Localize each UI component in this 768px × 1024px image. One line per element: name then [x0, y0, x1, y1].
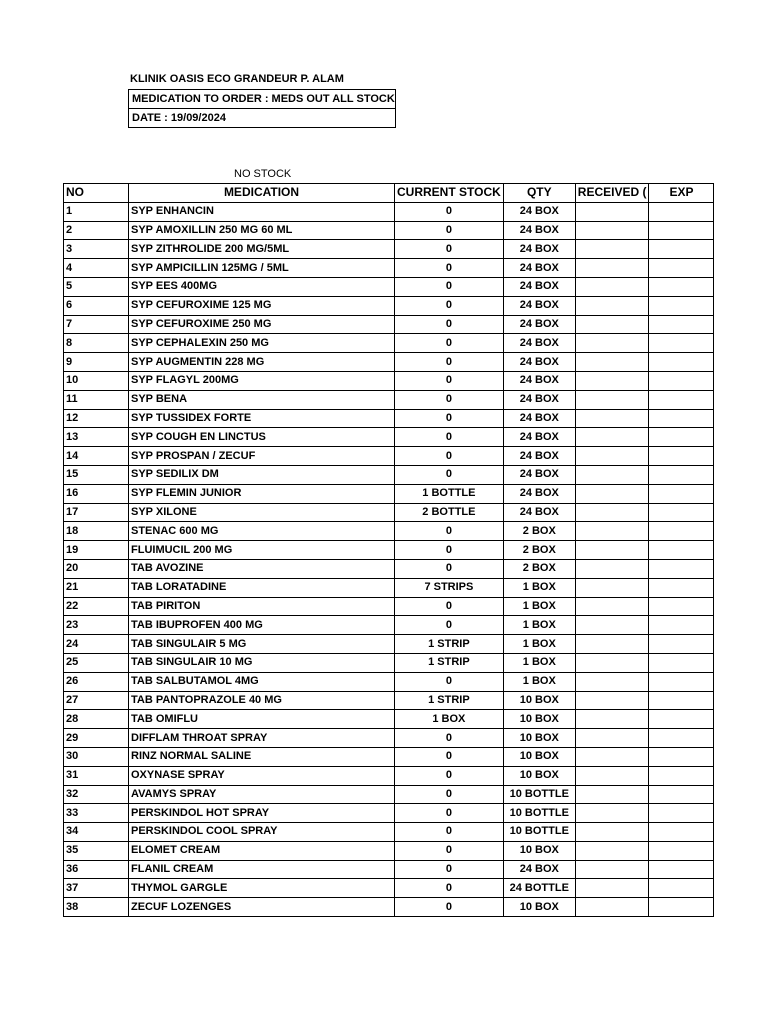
- received-cell: [575, 635, 649, 654]
- exp-cell: [649, 729, 714, 748]
- table-row: [64, 729, 714, 748]
- medication-name: FLANIL CREAM: [129, 860, 395, 879]
- table-row: [64, 277, 714, 296]
- exp-cell: [649, 672, 714, 691]
- received-cell: [575, 484, 649, 503]
- current-stock: 2 BOTTLE: [395, 503, 504, 522]
- current-stock: 0: [395, 766, 504, 785]
- order-qty: 24 BOX: [503, 484, 575, 503]
- order-qty: 10 BOX: [503, 766, 575, 785]
- table-row: [64, 653, 714, 672]
- col-header-medication: MEDICATION: [129, 184, 395, 203]
- table-row: [64, 747, 714, 766]
- row-number: 1: [64, 202, 129, 221]
- table-row: [64, 447, 714, 466]
- order-qty: 24 BOX: [503, 371, 575, 390]
- row-number: 36: [64, 860, 129, 879]
- order-qty: 1 BOX: [503, 597, 575, 616]
- order-qty: 24 BOX: [503, 409, 575, 428]
- row-number: 22: [64, 597, 129, 616]
- row-number: 38: [64, 898, 129, 917]
- order-qty: 10 BOX: [503, 729, 575, 748]
- row-number: 15: [64, 465, 129, 484]
- row-number: 21: [64, 578, 129, 597]
- received-cell: [575, 559, 649, 578]
- medication-name: SYP AUGMENTIN 228 MG: [129, 353, 395, 372]
- current-stock: 0: [395, 597, 504, 616]
- table-row: [64, 353, 714, 372]
- table-row: [64, 898, 714, 917]
- exp-cell: [649, 296, 714, 315]
- medication-name: DIFFLAM THROAT SPRAY: [129, 729, 395, 748]
- current-stock: 0: [395, 202, 504, 221]
- medication-name: SYP CEFUROXIME 250 MG: [129, 315, 395, 334]
- row-number: 33: [64, 804, 129, 823]
- received-cell: [575, 240, 649, 259]
- current-stock: 1 STRIP: [395, 635, 504, 654]
- order-qty: 1 BOX: [503, 616, 575, 635]
- received-cell: [575, 541, 649, 560]
- received-cell: [575, 729, 649, 748]
- order-qty: 10 BOX: [503, 747, 575, 766]
- table-row: [64, 597, 714, 616]
- table-row: [64, 841, 714, 860]
- exp-cell: [649, 541, 714, 560]
- row-number: 37: [64, 879, 129, 898]
- order-qty: 24 BOX: [503, 221, 575, 240]
- exp-cell: [649, 898, 714, 917]
- current-stock: 0: [395, 259, 504, 278]
- table-row: [64, 616, 714, 635]
- table-row: [64, 766, 714, 785]
- medication-name: STENAC 600 MG: [129, 522, 395, 541]
- exp-cell: [649, 559, 714, 578]
- order-qty: 10 BOTTLE: [503, 823, 575, 842]
- table-row: [64, 221, 714, 240]
- exp-cell: [649, 334, 714, 353]
- row-number: 27: [64, 691, 129, 710]
- table-row: [64, 315, 714, 334]
- table-row: [64, 804, 714, 823]
- medication-name: RINZ NORMAL SALINE: [129, 747, 395, 766]
- exp-cell: [649, 409, 714, 428]
- current-stock: 0: [395, 747, 504, 766]
- table-row: [64, 334, 714, 353]
- received-cell: [575, 597, 649, 616]
- table-row: [64, 522, 714, 541]
- current-stock: 1 BOTTLE: [395, 484, 504, 503]
- order-qty: 1 BOX: [503, 578, 575, 597]
- current-stock: 0: [395, 447, 504, 466]
- table-row: [64, 259, 714, 278]
- order-qty: 10 BOX: [503, 710, 575, 729]
- row-number: 26: [64, 672, 129, 691]
- current-stock: 0: [395, 841, 504, 860]
- current-stock: 1 BOX: [395, 710, 504, 729]
- current-stock: 0: [395, 390, 504, 409]
- received-cell: [575, 277, 649, 296]
- medication-name: SYP ZITHROLIDE 200 MG/5ML: [129, 240, 395, 259]
- exp-cell: [649, 484, 714, 503]
- medication-name: TAB LORATADINE: [129, 578, 395, 597]
- received-cell: [575, 522, 649, 541]
- medication-name: SYP EES 400MG: [129, 277, 395, 296]
- order-qty: 2 BOX: [503, 541, 575, 560]
- medication-name: ZECUF LOZENGES: [129, 898, 395, 917]
- current-stock: 0: [395, 559, 504, 578]
- row-number: 18: [64, 522, 129, 541]
- current-stock: 0: [395, 898, 504, 917]
- exp-cell: [649, 653, 714, 672]
- medication-name: TAB SALBUTAMOL 4MG: [129, 672, 395, 691]
- exp-cell: [649, 522, 714, 541]
- order-qty: 24 BOX: [503, 334, 575, 353]
- received-cell: [575, 334, 649, 353]
- medication-name: THYMOL GARGLE: [129, 879, 395, 898]
- table-row: [64, 559, 714, 578]
- medication-name: OXYNASE SPRAY: [129, 766, 395, 785]
- exp-cell: [649, 315, 714, 334]
- current-stock: 0: [395, 353, 504, 372]
- row-number: 12: [64, 409, 129, 428]
- order-qty: 1 BOX: [503, 672, 575, 691]
- current-stock: 0: [395, 804, 504, 823]
- exp-cell: [649, 353, 714, 372]
- current-stock: 1 STRIP: [395, 691, 504, 710]
- exp-cell: [649, 465, 714, 484]
- current-stock: 0: [395, 221, 504, 240]
- medication-name: SYP FLAGYL 200MG: [129, 371, 395, 390]
- col-header-received: RECEIVED (: [575, 184, 649, 203]
- exp-cell: [649, 860, 714, 879]
- col-header-current-stock: CURRENT STOCK: [395, 184, 504, 203]
- received-cell: [575, 409, 649, 428]
- received-cell: [575, 447, 649, 466]
- current-stock: 0: [395, 277, 504, 296]
- medication-name: TAB SINGULAIR 10 MG: [129, 653, 395, 672]
- col-header-exp: EXP: [649, 184, 714, 203]
- order-qty: 1 BOX: [503, 653, 575, 672]
- received-cell: [575, 804, 649, 823]
- exp-cell: [649, 428, 714, 447]
- order-qty: 24 BOX: [503, 447, 575, 466]
- exp-cell: [649, 635, 714, 654]
- order-qty: 24 BOX: [503, 860, 575, 879]
- table-row: [64, 484, 714, 503]
- exp-cell: [649, 202, 714, 221]
- order-qty: 24 BOTTLE: [503, 879, 575, 898]
- exp-cell: [649, 616, 714, 635]
- row-number: 3: [64, 240, 129, 259]
- medication-name: SYP BENA: [129, 390, 395, 409]
- exp-cell: [649, 277, 714, 296]
- row-number: 32: [64, 785, 129, 804]
- received-cell: [575, 691, 649, 710]
- exp-cell: [649, 240, 714, 259]
- row-number: 23: [64, 616, 129, 635]
- order-qty: 10 BOX: [503, 691, 575, 710]
- received-cell: [575, 766, 649, 785]
- current-stock: 0: [395, 860, 504, 879]
- exp-cell: [649, 841, 714, 860]
- medication-name: FLUIMUCIL 200 MG: [129, 541, 395, 560]
- medication-name: TAB IBUPROFEN 400 MG: [129, 616, 395, 635]
- order-date: DATE : 19/09/2024: [129, 108, 395, 127]
- medication-name: SYP FLEMIN JUNIOR: [129, 484, 395, 503]
- current-stock: 0: [395, 785, 504, 804]
- table-row: [64, 823, 714, 842]
- medication-name: SYP AMOXILLIN 250 MG 60 ML: [129, 221, 395, 240]
- order-qty: 24 BOX: [503, 259, 575, 278]
- table-row: [64, 860, 714, 879]
- exp-cell: [649, 823, 714, 842]
- order-info-box: [128, 89, 396, 128]
- table-row: [64, 635, 714, 654]
- section-label: NO STOCK: [234, 168, 292, 180]
- table-row: [64, 465, 714, 484]
- medication-name: SYP PROSPAN / ZECUF: [129, 447, 395, 466]
- order-qty: 24 BOX: [503, 428, 575, 447]
- received-cell: [575, 823, 649, 842]
- medication-name: AVAMYS SPRAY: [129, 785, 395, 804]
- medication-name: PERSKINDOL COOL SPRAY: [129, 823, 395, 842]
- received-cell: [575, 578, 649, 597]
- received-cell: [575, 371, 649, 390]
- order-qty: 2 BOX: [503, 522, 575, 541]
- received-cell: [575, 672, 649, 691]
- row-number: 14: [64, 447, 129, 466]
- table-row: [64, 578, 714, 597]
- current-stock: 0: [395, 465, 504, 484]
- current-stock: 0: [395, 616, 504, 635]
- received-cell: [575, 202, 649, 221]
- row-number: 19: [64, 541, 129, 560]
- exp-cell: [649, 785, 714, 804]
- medication-name: TAB AVOZINE: [129, 559, 395, 578]
- medication-name: SYP AMPICILLIN 125MG / 5ML: [129, 259, 395, 278]
- table-row: [64, 409, 714, 428]
- medication-table: [63, 183, 714, 917]
- received-cell: [575, 879, 649, 898]
- row-number: 11: [64, 390, 129, 409]
- row-number: 20: [64, 559, 129, 578]
- table-row: [64, 710, 714, 729]
- current-stock: 0: [395, 672, 504, 691]
- row-number: 25: [64, 653, 129, 672]
- exp-cell: [649, 503, 714, 522]
- order-qty: 24 BOX: [503, 315, 575, 334]
- current-stock: 0: [395, 729, 504, 748]
- received-cell: [575, 428, 649, 447]
- medication-name: SYP SEDILIX DM: [129, 465, 395, 484]
- table-row: [64, 240, 714, 259]
- row-number: 2: [64, 221, 129, 240]
- received-cell: [575, 841, 649, 860]
- current-stock: 0: [395, 240, 504, 259]
- row-number: 4: [64, 259, 129, 278]
- exp-cell: [649, 747, 714, 766]
- row-number: 6: [64, 296, 129, 315]
- exp-cell: [649, 766, 714, 785]
- medication-name: SYP CEFUROXIME 125 MG: [129, 296, 395, 315]
- exp-cell: [649, 597, 714, 616]
- row-number: 7: [64, 315, 129, 334]
- exp-cell: [649, 691, 714, 710]
- order-qty: 10 BOX: [503, 898, 575, 917]
- row-number: 31: [64, 766, 129, 785]
- order-qty: 24 BOX: [503, 503, 575, 522]
- current-stock: 7 STRIPS: [395, 578, 504, 597]
- received-cell: [575, 503, 649, 522]
- row-number: 29: [64, 729, 129, 748]
- medication-name: ELOMET CREAM: [129, 841, 395, 860]
- clinic-name: KLINIK OASIS ECO GRANDEUR P. ALAM: [130, 73, 344, 85]
- current-stock: 0: [395, 541, 504, 560]
- current-stock: 0: [395, 371, 504, 390]
- medication-name: SYP ENHANCIN: [129, 202, 395, 221]
- order-qty: 24 BOX: [503, 353, 575, 372]
- row-number: 34: [64, 823, 129, 842]
- medication-name: SYP CEPHALEXIN 250 MG: [129, 334, 395, 353]
- order-qty: 2 BOX: [503, 559, 575, 578]
- received-cell: [575, 465, 649, 484]
- received-cell: [575, 785, 649, 804]
- table-row: [64, 371, 714, 390]
- row-number: 17: [64, 503, 129, 522]
- row-number: 24: [64, 635, 129, 654]
- order-qty: 24 BOX: [503, 202, 575, 221]
- medication-name: TAB OMIFLU: [129, 710, 395, 729]
- row-number: 28: [64, 710, 129, 729]
- row-number: 10: [64, 371, 129, 390]
- received-cell: [575, 860, 649, 879]
- col-header-no: NO: [64, 184, 129, 203]
- row-number: 5: [64, 277, 129, 296]
- row-number: 35: [64, 841, 129, 860]
- table-row: [64, 296, 714, 315]
- current-stock: 0: [395, 522, 504, 541]
- exp-cell: [649, 578, 714, 597]
- exp-cell: [649, 879, 714, 898]
- order-qty: 24 BOX: [503, 390, 575, 409]
- table-row: [64, 672, 714, 691]
- order-qty: 24 BOX: [503, 240, 575, 259]
- table-row: [64, 785, 714, 804]
- medication-name: TAB PIRITON: [129, 597, 395, 616]
- order-qty: 24 BOX: [503, 296, 575, 315]
- row-number: 30: [64, 747, 129, 766]
- order-title: MEDICATION TO ORDER : MEDS OUT ALL STOCK: [132, 93, 395, 105]
- current-stock: 1 STRIP: [395, 653, 504, 672]
- exp-cell: [649, 390, 714, 409]
- order-qty: 1 BOX: [503, 635, 575, 654]
- row-number: 16: [64, 484, 129, 503]
- current-stock: 0: [395, 879, 504, 898]
- exp-cell: [649, 710, 714, 729]
- received-cell: [575, 710, 649, 729]
- received-cell: [575, 616, 649, 635]
- received-cell: [575, 221, 649, 240]
- table-row: [64, 428, 714, 447]
- current-stock: 0: [395, 409, 504, 428]
- exp-cell: [649, 804, 714, 823]
- medication-name: SYP XILONE: [129, 503, 395, 522]
- received-cell: [575, 259, 649, 278]
- medication-name: TAB PANTOPRAZOLE 40 MG: [129, 691, 395, 710]
- received-cell: [575, 296, 649, 315]
- received-cell: [575, 747, 649, 766]
- order-qty: 10 BOTTLE: [503, 785, 575, 804]
- current-stock: 0: [395, 315, 504, 334]
- order-qty: 10 BOX: [503, 841, 575, 860]
- exp-cell: [649, 371, 714, 390]
- row-number: 9: [64, 353, 129, 372]
- order-qty: 10 BOTTLE: [503, 804, 575, 823]
- current-stock: 0: [395, 296, 504, 315]
- col-header-qty: QTY: [503, 184, 575, 203]
- received-cell: [575, 390, 649, 409]
- exp-cell: [649, 447, 714, 466]
- exp-cell: [649, 259, 714, 278]
- medication-name: SYP COUGH EN LINCTUS: [129, 428, 395, 447]
- received-cell: [575, 653, 649, 672]
- current-stock: 0: [395, 428, 504, 447]
- row-number: 8: [64, 334, 129, 353]
- table-header-row: [64, 184, 714, 203]
- table-row: [64, 390, 714, 409]
- table-row: [64, 202, 714, 221]
- row-number: 13: [64, 428, 129, 447]
- received-cell: [575, 353, 649, 372]
- medication-name: SYP TUSSIDEX FORTE: [129, 409, 395, 428]
- order-qty: 24 BOX: [503, 277, 575, 296]
- table-row: [64, 691, 714, 710]
- received-cell: [575, 898, 649, 917]
- table-row: [64, 541, 714, 560]
- exp-cell: [649, 221, 714, 240]
- order-qty: 24 BOX: [503, 465, 575, 484]
- medication-name: PERSKINDOL HOT SPRAY: [129, 804, 395, 823]
- table-row: [64, 503, 714, 522]
- current-stock: 0: [395, 334, 504, 353]
- medication-name: TAB SINGULAIR 5 MG: [129, 635, 395, 654]
- current-stock: 0: [395, 823, 504, 842]
- received-cell: [575, 315, 649, 334]
- table-row: [64, 879, 714, 898]
